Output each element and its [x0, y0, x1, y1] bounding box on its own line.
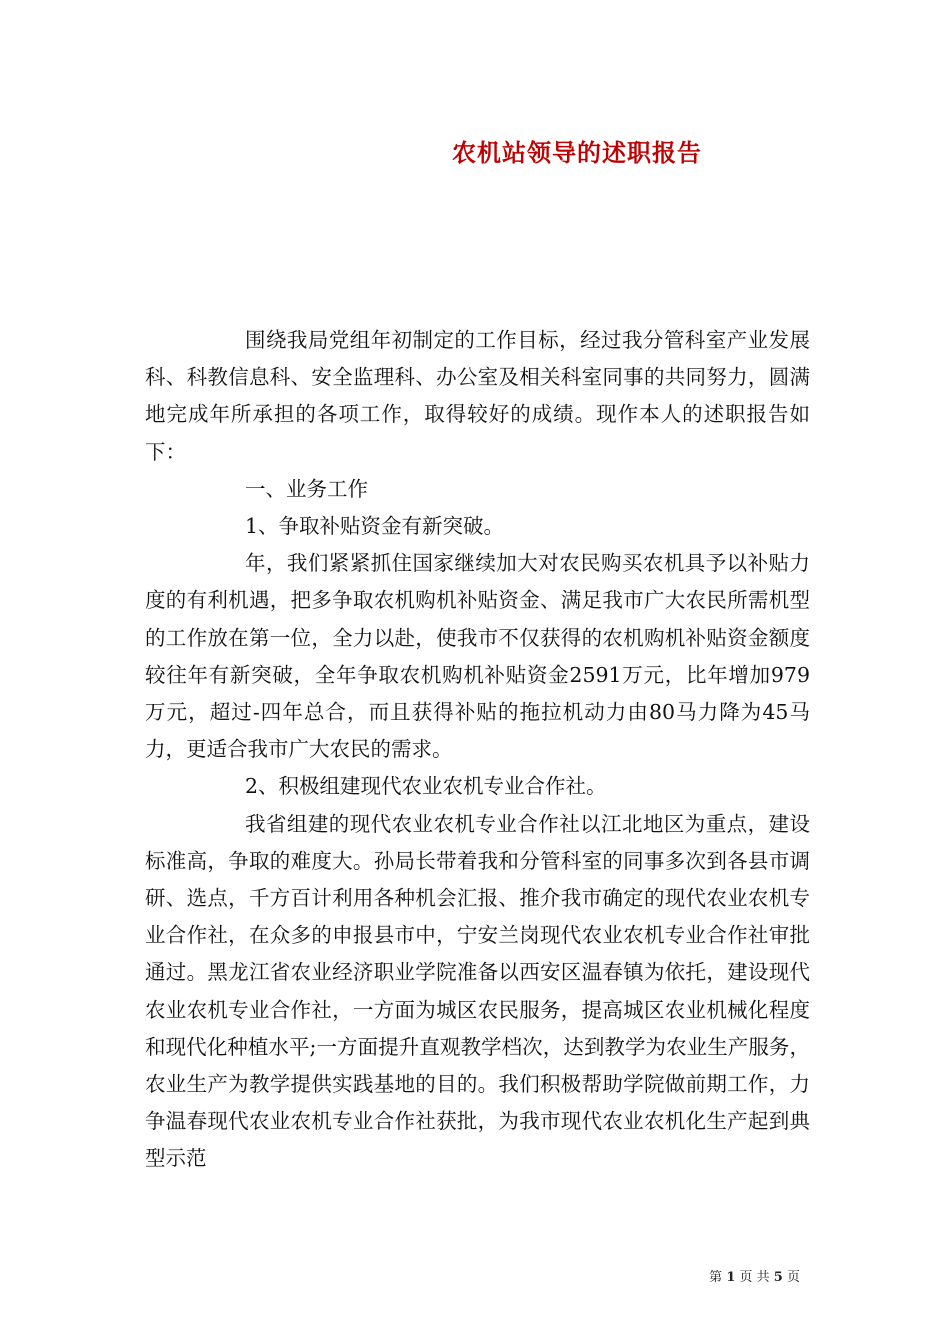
paragraph-intro: 围绕我局党组年初制定的工作目标，经过我分管科室产业发展科、科教信息科、安全监理科、办公室及相关科室同事的共同努力，圆满地完成年所承担的各项工作，取得较好的成绩。现作本人的述职报告如下：: [145, 328, 810, 464]
footer-prefix: 第: [709, 1270, 723, 1285]
subheading-subsidy: 1、争取补贴资金有新突破。: [245, 514, 505, 539]
document-title-text: 农机站领导的述职报告: [452, 138, 702, 167]
footer-suffix: 页: [786, 1270, 800, 1285]
footer-page-number: 1: [726, 1270, 736, 1285]
paragraph-cooperative: 我省组建的现代农业农机专业合作社以江北地区为重点，建设标准高，争取的难度大。孙局长带着我和分管科室的同事多次到各县市调研、选点，千方百计利用各种机会汇报、推介我市确定的现代农业农机专业合作社，在众多的申报县市中，宁安兰岗现代农业农机专业合作社审批通过。黑龙江省农业经济职业学院准备以西安区温春镇为依托，建设现代农业农机专业合作社，一方面为城区农民服务，提高城区农业机械化程度和现代化种植水平;一方面提升直观教学档次，达到教学为农业生产服务，农业生产为教学提供实践基地的目的。我们积极帮助学院做前期工作，力争温春现代农业农机专业合作社获批，为我市现代农业农机化生产起到典型示范: [145, 811, 810, 1171]
document-body: [145, 322, 810, 1178]
document-title: [0, 133, 950, 168]
paragraph-subsidy: 年，我们紧紧抓住国家继续加大对农民购买农机具予以补贴力度的有利机遇，把多争取农机购机补贴资金、满足我市广大农民所需机型的工作放在第一位，全力以赴，使我市不仅获得的农机购机补贴资金额度较往年有新突破，全年争取农机购机补贴资金2591万元，比年增加979万元，超过-四年总合，而且获得补贴的拖拉机动力由80马力降为45马力，更适合我市广大农民的需求。: [145, 551, 810, 762]
subheading-cooperative: 2、积极组建现代农业农机专业合作社。: [245, 774, 607, 799]
footer-total-pages: 5: [773, 1270, 783, 1285]
footer-middle: 页 共: [739, 1270, 770, 1285]
page-footer: [709, 1266, 800, 1285]
section-heading-business: 一、业务工作: [245, 476, 368, 501]
